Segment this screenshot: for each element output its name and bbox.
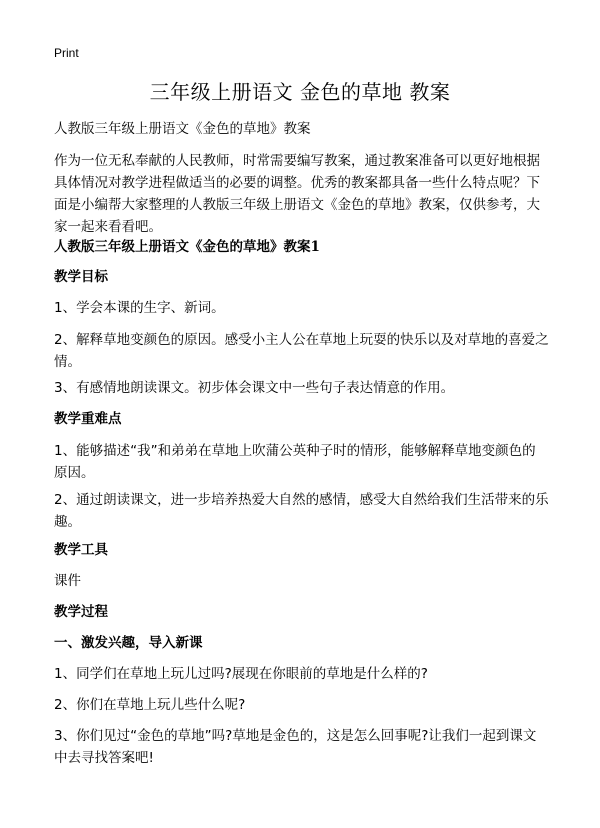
section-title: 人教版三年级上册语文《金色的草地》教案1 (54, 239, 320, 255)
process-item: 3、你们见过“金色的草地”吗?草地是金色的，这是怎么回事呢?让我们一起到课文中去寻找答案吧! (54, 728, 537, 766)
key-point-item: 1、能够描述“我”和弟弟在草地上吹蒲公英种子时的情形，能够解释草地变颜色的原因。 (54, 443, 536, 481)
goal-item: 1、学会本课的生字、新词。 (54, 300, 225, 316)
print-link[interactable]: Print (54, 46, 79, 60)
goals-heading: 教学目标 (54, 269, 108, 285)
intro-paragraph: 作为一位无私奉献的人民教师，时常需要编写教案，通过教案准备可以更好地根据具体情况对教学进程做适当的必要的调整。优秀的教案都具备一些什么特点呢？下面是小编帮大家整理的人教版三年级上册语文《金色的草地》教案，仅供参考，大家一起来看看吧。 (54, 153, 540, 235)
process-item: 1、同学们在草地上玩儿过吗?展现在你眼前的草地是什么样的? (54, 666, 428, 682)
tools-text: 课件 (54, 573, 81, 589)
goal-item: 3、有感情地朗读课文。初步体会课文中一些句子表达情意的作用。 (54, 380, 455, 396)
key-point-item: 2、通过朗读课文，进一步培养热爱大自然的感情，感受大自然给我们生活带来的乐趣。 (54, 492, 549, 530)
key-points-heading: 教学重难点 (54, 411, 122, 427)
tools-heading: 教学工具 (54, 542, 108, 558)
goal-item: 2、解释草地变颜色的原因。感受小主人公在草地上玩耍的快乐以及对草地的喜爱之情。 (54, 332, 549, 370)
process-heading: 教学过程 (54, 604, 108, 620)
process-subheading: 一、激发兴趣，导入新课 (54, 635, 203, 651)
subtitle: 人教版三年级上册语文《金色的草地》教案 (54, 121, 311, 137)
document-title: 三年级上册语文 金色的草地 教案 (149, 80, 451, 104)
process-item: 2、你们在草地上玩儿些什么呢? (54, 697, 246, 713)
